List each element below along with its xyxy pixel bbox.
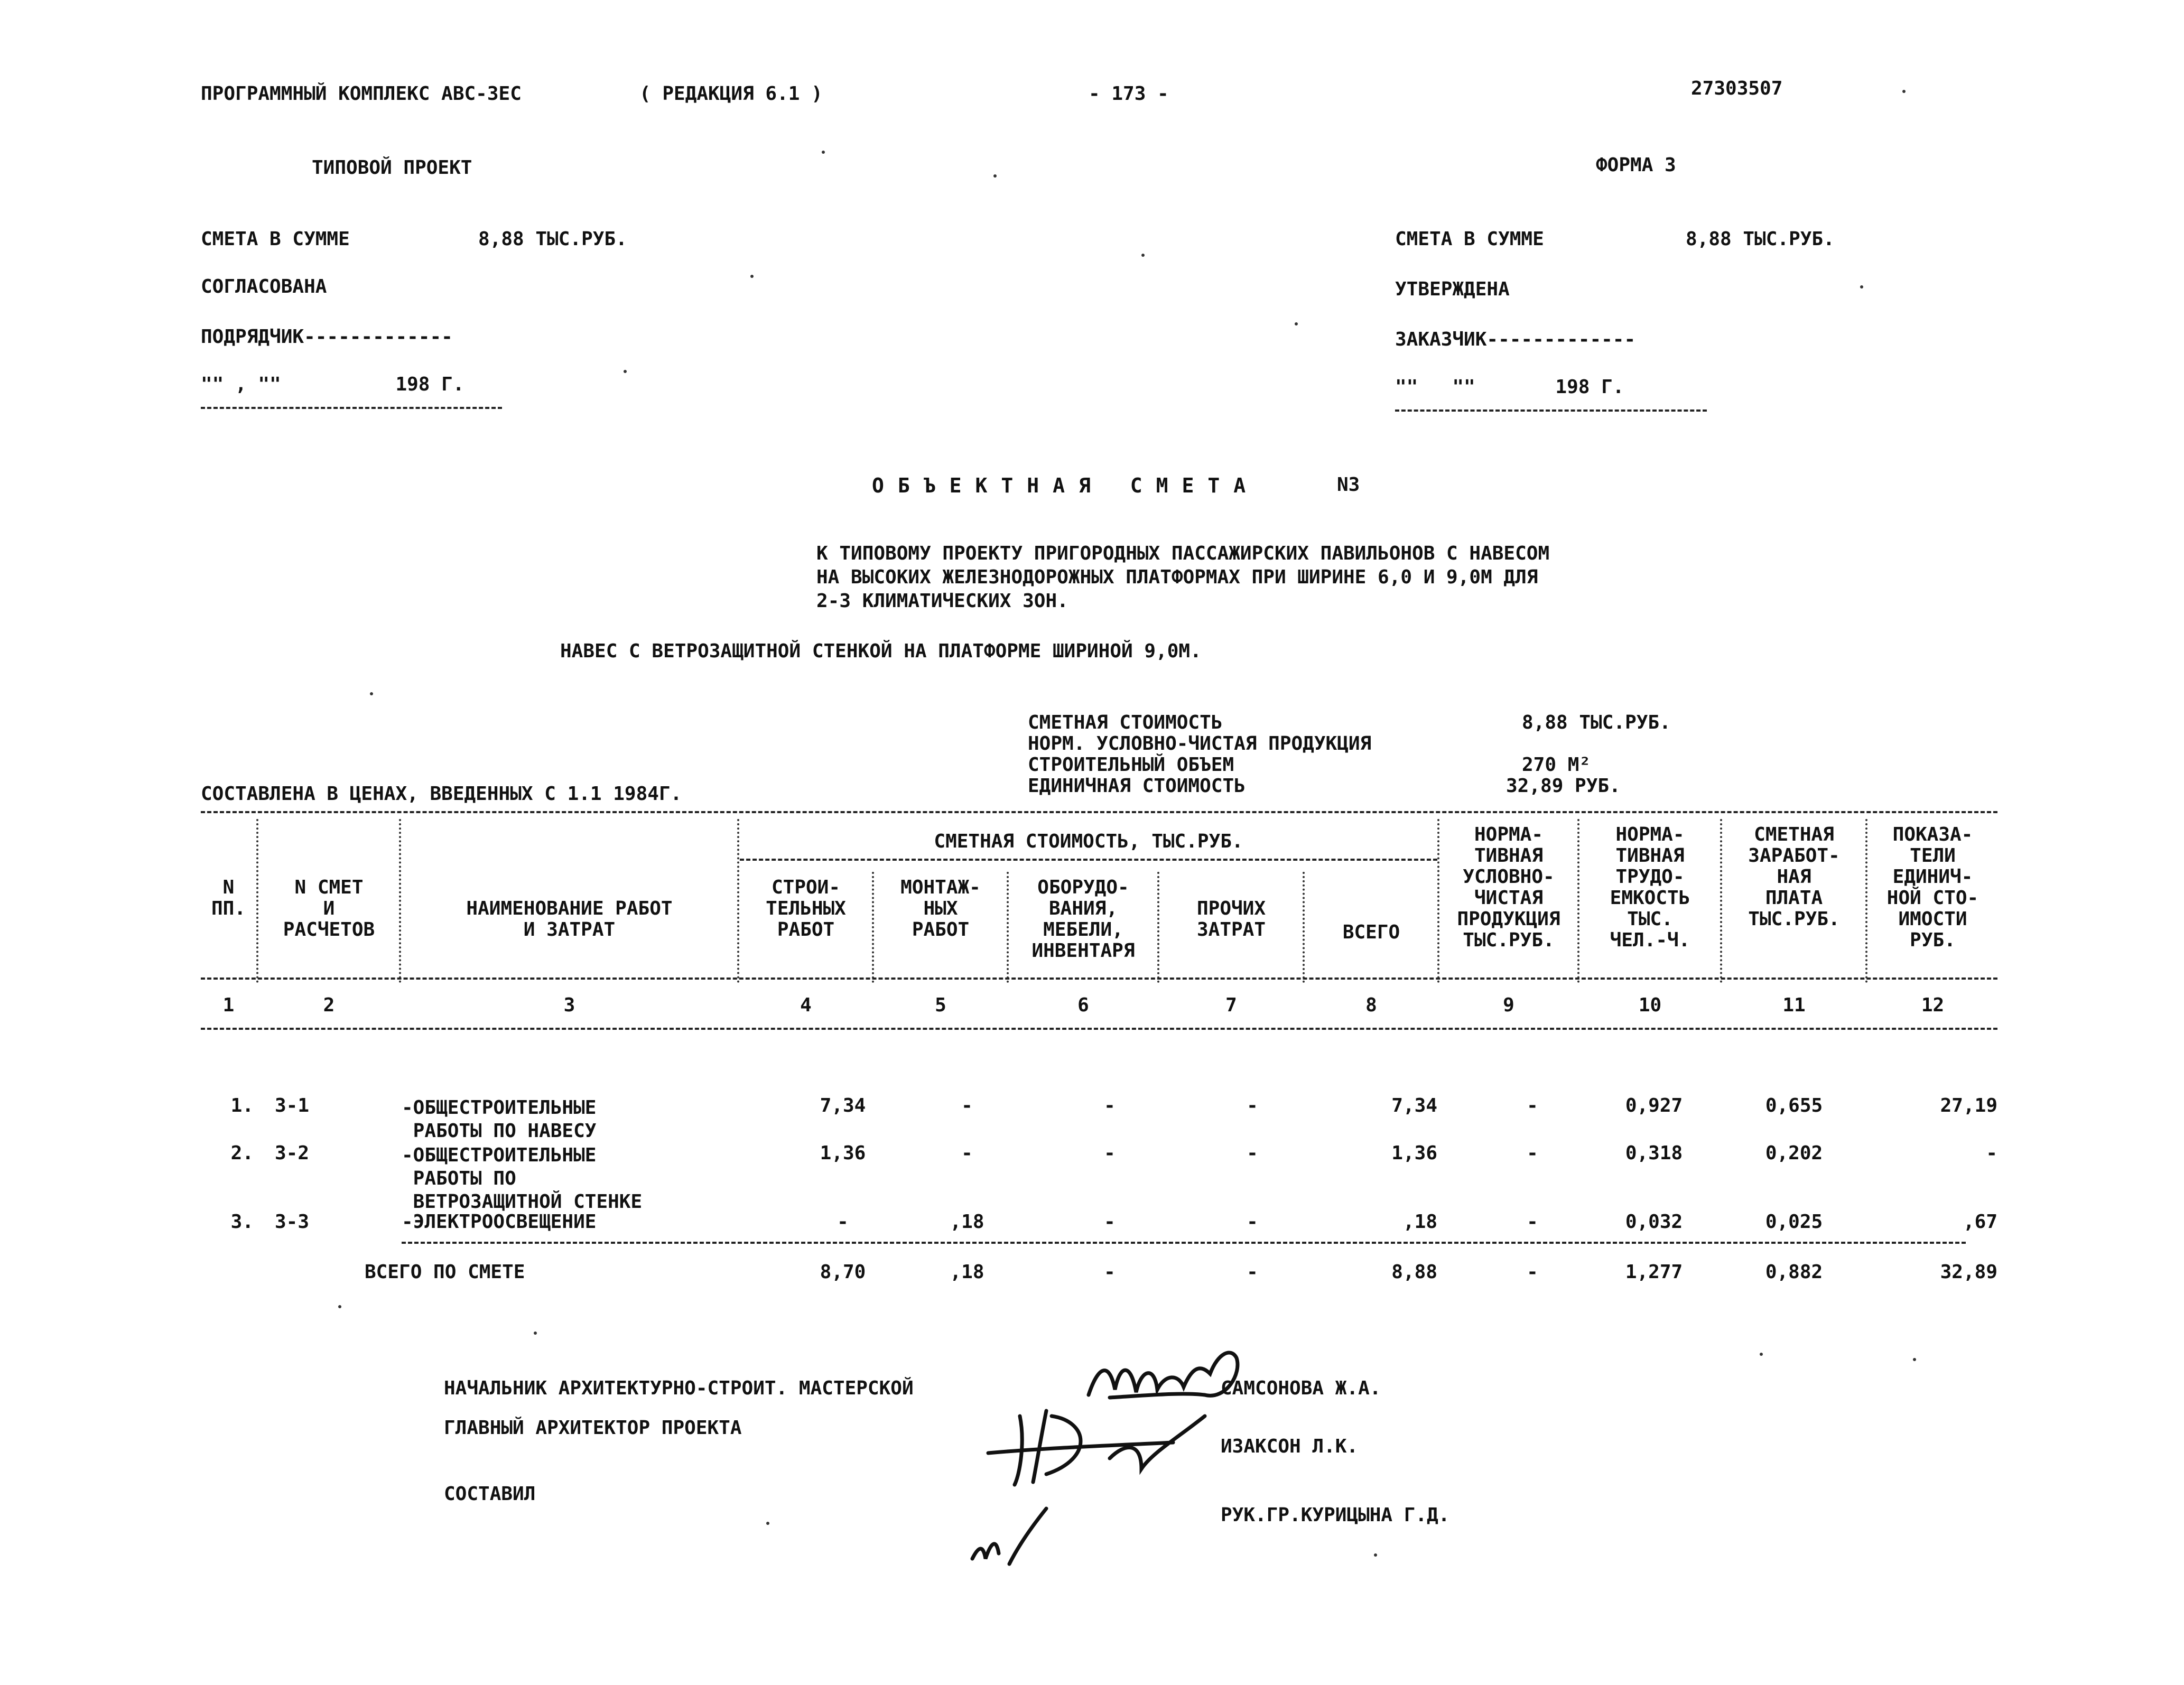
header-equipment: ОБОРУДО- ВАНИЯ, МЕБЕЛИ, ИНВЕНТАРЯ — [1031, 877, 1135, 962]
column-number: 4 — [800, 994, 812, 1016]
right-estimate-value: 8,88 ТЫС.РУБ. — [1686, 228, 1835, 250]
left-party: ПОДРЯДЧИК------------- — [201, 326, 453, 348]
right-date-underline — [1395, 409, 1707, 412]
scan-speck — [1141, 254, 1145, 257]
scan-speck — [1295, 322, 1298, 325]
total-equipment: - — [1104, 1261, 1116, 1283]
col-sep-3 — [737, 819, 739, 983]
column-number: 12 — [1921, 994, 1945, 1016]
header-labor: НОРМА- ТИВНАЯ ТРУДО- ЕМКОСТЬ ТЫС. ЧЕЛ.-Ч. — [1610, 824, 1690, 951]
left-date: "" , "" 198 Г. — [201, 374, 464, 395]
right-date: "" "" 198 Г. — [1395, 376, 1624, 398]
edition: ( РЕДАКЦИЯ 6.1 ) — [639, 83, 823, 105]
summary-value-volume: 270 М² — [1522, 754, 1591, 776]
column-number: 2 — [323, 994, 335, 1016]
right-estimate-label: СМЕТА В СУММЕ — [1395, 228, 1544, 250]
scan-speck — [624, 370, 627, 373]
scan-speck — [370, 692, 373, 695]
row-2-number: 2. — [230, 1142, 254, 1164]
row-3-construction: - — [837, 1211, 849, 1233]
total-sum: 8,88 — [1391, 1261, 1437, 1283]
row-3-code: 3-3 — [275, 1211, 310, 1233]
chief-title: НАЧАЛЬНИК АРХИТЕКТУРНО-СТРОИТ. МАСТЕРСКОЙ — [444, 1377, 914, 1399]
header-total: ВСЕГО — [1342, 921, 1400, 943]
col-sep-11 — [1865, 819, 1867, 983]
object-name: НАВЕС С ВЕТРОЗАЩИТНОЙ СТЕНКОЙ НА ПЛАТФОРМЕ ШИРИНОЙ 9,0М. — [560, 640, 1202, 662]
col-sep-9 — [1577, 819, 1579, 983]
row-1-number: 1. — [230, 1095, 254, 1116]
compiled-title: СОСТАВИЛ — [444, 1483, 536, 1505]
total-labor: 1,277 — [1625, 1261, 1683, 1283]
column-number: 9 — [1503, 994, 1514, 1016]
compiler-signature — [967, 1501, 1062, 1575]
row-3-name: -ЭЛЕКТРООСВЕЩЕНИЕ — [402, 1211, 597, 1233]
right-approval-status: УТВЕРЖДЕНА — [1395, 278, 1510, 300]
row-2-other: - — [1247, 1142, 1258, 1164]
summary-label-cost: СМЕТНАЯ СТОИМОСТЬ — [1028, 712, 1223, 733]
total-norm-production: - — [1527, 1261, 1538, 1283]
document-number: 27303507 — [1691, 78, 1783, 99]
left-estimate-value: 8,88 ТЫС.РУБ. — [478, 228, 627, 250]
scan-speck — [766, 1522, 769, 1525]
row-2-name: -ОБЩЕСТРОИТЕЛЬНЫЕ РАБОТЫ ПО ВЕТРОЗАЩИТНОЙ СТЕНКЕ — [402, 1144, 643, 1213]
program-name: ПРОГРАММНЫЙ КОМПЛЕКС АВС-3ЕС — [201, 83, 522, 105]
total-top-rule — [402, 1242, 1966, 1244]
total-other: - — [1247, 1261, 1258, 1283]
scan-speck — [338, 1305, 341, 1308]
left-approval-status: СОГЛАСОВАНА — [201, 276, 327, 297]
scan-speck — [1374, 1553, 1377, 1557]
row-3-total: ,18 — [1402, 1211, 1437, 1233]
document-title: ОБЪЕКТНАЯ СМЕТА — [872, 474, 1260, 497]
left-date-underline — [201, 407, 502, 409]
summary-label-volume: СТРОИТЕЛЬНЫЙ ОБЪЕМ — [1028, 754, 1234, 776]
row-2-labor: 0,318 — [1625, 1142, 1683, 1164]
row-3-equipment: - — [1104, 1211, 1116, 1233]
column-number: 11 — [1782, 994, 1806, 1016]
row-1-equipment: - — [1104, 1095, 1116, 1116]
scan-speck — [822, 151, 825, 154]
row-2-installation: - — [961, 1142, 973, 1164]
header-norm-production: НОРМА- ТИВНАЯ УСЛОВНО- ЧИСТАЯ ПРОДУКЦИЯ ТЫС.РУБ. — [1457, 824, 1560, 951]
prices-note: СОСТАВЛЕНА В ЦЕНАХ, ВВЕДЕННЫХ С 1.1 1984Г. — [201, 783, 682, 805]
col-sep-5 — [1007, 872, 1009, 983]
row-2-unit-cost: - — [1986, 1142, 1997, 1164]
column-number: 5 — [935, 994, 946, 1016]
row-1-unit-cost: 27,19 — [1940, 1095, 1997, 1116]
row-2-total: 1,36 — [1391, 1142, 1437, 1164]
row-2-norm-production: - — [1527, 1142, 1538, 1164]
estimate-number: N3 — [1337, 474, 1360, 496]
total-installation: ,18 — [950, 1261, 984, 1283]
header-construction: СТРОИ- ТЕЛЬНЫХ РАБОТ — [766, 877, 846, 941]
row-3-labor: 0,032 — [1625, 1211, 1683, 1233]
row-3-installation: ,18 — [950, 1211, 984, 1233]
row-1-name: -ОБЩЕСТРОИТЕЛЬНЫЕ РАБОТЫ ПО НАВЕСУ — [402, 1097, 597, 1142]
col-sep-8 — [1437, 819, 1439, 983]
column-number: 8 — [1365, 994, 1377, 1016]
scan-speck — [750, 275, 754, 278]
column-number: 7 — [1225, 994, 1237, 1016]
col-sep-10 — [1720, 819, 1722, 983]
row-1-other: - — [1247, 1095, 1258, 1116]
summary-label-norm-production: НОРМ. УСЛОВНО-ЧИСТАЯ ПРОДУКЦИЯ — [1028, 733, 1372, 755]
col-sep-7 — [1303, 872, 1305, 983]
table-top-rule — [201, 811, 1997, 813]
header-wages: СМЕТНАЯ ЗАРАБОТ- НАЯ ПЛАТА ТЫС.РУБ. — [1748, 824, 1840, 930]
scan-speck — [1860, 285, 1863, 288]
row-3-other: - — [1247, 1211, 1258, 1233]
left-estimate-label: СМЕТА В СУММЕ — [201, 228, 350, 250]
right-party: ЗАКАЗЧИК------------- — [1395, 329, 1636, 350]
scan-speck — [993, 174, 997, 178]
scan-speck — [1902, 90, 1906, 93]
row-3-norm-production: - — [1527, 1211, 1538, 1233]
col-sep-6 — [1157, 872, 1159, 983]
architect-name: ИЗАКСОН Л.К. — [1221, 1436, 1359, 1457]
chief-name: САМСОНОВА Ж.А. — [1221, 1377, 1381, 1399]
group-header-cost: СМЕТНАЯ СТОИМОСТЬ, ТЫС.РУБ. — [934, 831, 1243, 852]
form-label: ФОРМА 3 — [1596, 154, 1676, 176]
header-other: ПРОЧИХ ЗАТРАТ — [1196, 898, 1266, 941]
total-unit-cost: 32,89 — [1940, 1261, 1997, 1283]
numbers-bottom-rule — [201, 1028, 1997, 1030]
row-1-norm-production: - — [1527, 1095, 1538, 1116]
scan-speck — [534, 1332, 537, 1335]
header-bottom-rule — [201, 978, 1997, 980]
col-sep-2 — [399, 819, 401, 983]
group-header-rule — [740, 859, 1437, 861]
header-installation: МОНТАЖ- НЫХ РАБОТ — [900, 877, 981, 941]
header-work-name: НАИМЕНОВАНИЕ РАБОТ И ЗАТРАТ — [466, 898, 673, 941]
row-1-labor: 0,927 — [1625, 1095, 1683, 1116]
row-1-total: 7,34 — [1391, 1095, 1437, 1116]
header-row-number: N ПП. — [211, 877, 246, 919]
row-2-code: 3-2 — [275, 1142, 310, 1164]
total-wages: 0,882 — [1765, 1261, 1823, 1283]
page-number: - 173 - — [1089, 83, 1169, 105]
row-3-wages: 0,025 — [1765, 1211, 1823, 1233]
summary-label-unit-cost: ЕДИНИЧНАЯ СТОИМОСТЬ — [1028, 775, 1246, 797]
description-line-1: К ТИПОВОМУ ПРОЕКТУ ПРИГОРОДНЫХ ПАССАЖИРСКИХ ПАВИЛЬОНОВ С НАВЕСОМ — [816, 543, 1550, 564]
row-1-construction: 7,34 — [820, 1095, 866, 1116]
row-1-wages: 0,655 — [1765, 1095, 1823, 1116]
architect-signature — [983, 1395, 1215, 1490]
row-2-wages: 0,202 — [1765, 1142, 1823, 1164]
header-estimate-number: N СМЕТ И РАСЧЕТОВ — [283, 877, 375, 941]
row-2-construction: 1,36 — [820, 1142, 866, 1164]
typical-project-label: ТИПОВОЙ ПРОЕКТ — [312, 157, 472, 179]
column-number: 1 — [222, 994, 235, 1016]
scan-speck — [1913, 1358, 1916, 1361]
col-sep-4 — [872, 872, 874, 983]
col-sep-1 — [256, 819, 258, 983]
description-line-3: 2-3 КЛИМАТИЧЕСКИХ ЗОН. — [816, 590, 1068, 612]
row-2-equipment: - — [1104, 1142, 1116, 1164]
description-line-2: НА ВЫСОКИХ ЖЕЛЕЗНОДОРОЖНЫХ ПЛАТФОРМАХ ПРИ ШИРИНЕ 6,0 И 9,0М ДЛЯ — [816, 566, 1538, 588]
summary-value-unit-cost: 32,89 РУБ. — [1506, 775, 1621, 797]
scan-speck — [1760, 1353, 1763, 1356]
total-label: ВСЕГО ПО СМЕТЕ — [365, 1261, 525, 1283]
row-3-number: 3. — [230, 1211, 254, 1233]
architect-title: ГЛАВНЫЙ АРХИТЕКТОР ПРОЕКТА — [444, 1417, 742, 1439]
total-construction: 8,70 — [820, 1261, 866, 1283]
row-3-unit-cost: ,67 — [1963, 1211, 1997, 1233]
header-unit-cost: ПОКАЗА- ТЕЛИ ЕДИНИЧ- НОЙ СТО- ИМОСТИ РУБ. — [1886, 824, 1979, 951]
row-1-code: 3-1 — [275, 1095, 310, 1116]
compiled-name: РУК.ГР.КУРИЦЫНА Г.Д. — [1221, 1504, 1450, 1526]
column-number: 10 — [1638, 994, 1662, 1016]
column-number: 3 — [563, 994, 575, 1016]
summary-value-cost: 8,88 ТЫС.РУБ. — [1522, 712, 1671, 733]
column-number: 6 — [1077, 994, 1089, 1016]
row-1-installation: - — [961, 1095, 973, 1116]
